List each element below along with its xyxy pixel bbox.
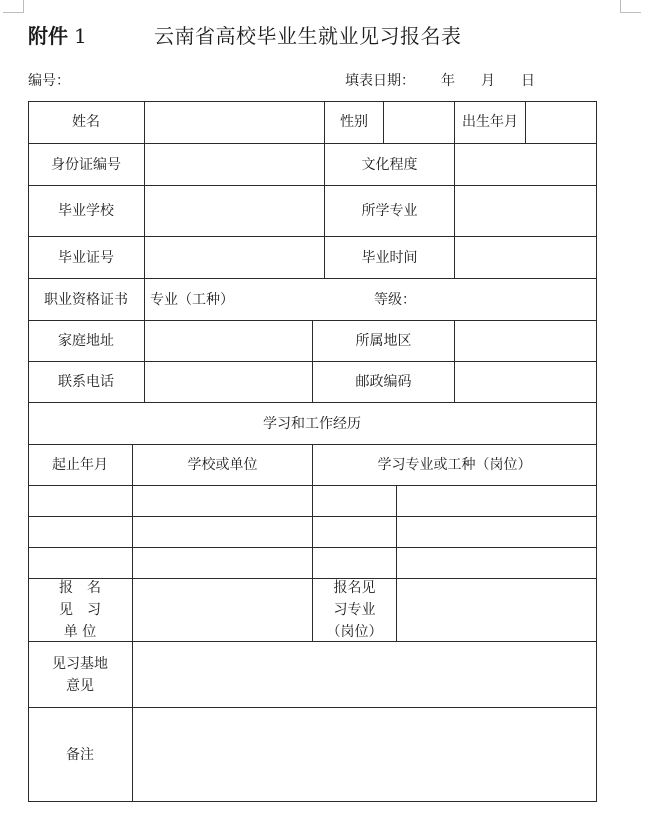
label-education: 文化程度 xyxy=(361,156,418,173)
label-level: 等级： xyxy=(374,291,416,308)
label-address: 家庭地址 xyxy=(58,333,114,349)
history-section-title: 学习和工作经历 xyxy=(263,415,361,432)
grad-time-field[interactable] xyxy=(455,237,596,278)
label-specialty: 专业（工种） xyxy=(150,291,234,308)
label-base-opinion-line-1: 见习基地 xyxy=(52,655,108,672)
corner-mark-right xyxy=(620,0,641,13)
history-row-1-unit[interactable] xyxy=(133,486,312,516)
name-field[interactable] xyxy=(145,101,324,143)
postcode-field[interactable] xyxy=(455,362,596,402)
label-apply-unit-line-3: 单 位 xyxy=(63,624,97,640)
remarks-field[interactable] xyxy=(133,708,596,801)
label-region: 所属地区 xyxy=(355,333,412,349)
attachment-text: 附件 xyxy=(28,24,68,48)
label-major: 所学专业 xyxy=(361,203,418,219)
label-qualification: 职业资格证书 xyxy=(44,291,128,308)
serial-label: 编号： xyxy=(28,73,70,89)
label-apply-unit-line-2: 见 习 xyxy=(59,602,101,618)
label-name: 姓名 xyxy=(72,114,100,130)
form-title: 云南省高校毕业生就业见习报名表 xyxy=(154,24,462,48)
school-field[interactable] xyxy=(145,186,324,236)
label-apply-unit xyxy=(28,579,132,641)
apply-unit-field[interactable] xyxy=(133,579,312,641)
label-apply-major-line-2: 习专业 xyxy=(333,602,376,618)
day-label: 日 xyxy=(521,73,535,89)
label-grad-time: 毕业时间 xyxy=(361,249,418,266)
address-field[interactable] xyxy=(145,321,312,361)
label-apply-major-line-1: 报名见 xyxy=(333,580,376,596)
column-major-or-job: 学习专业或工种（岗位） xyxy=(377,457,532,473)
history-row-2-unit[interactable] xyxy=(133,517,312,547)
gender-field[interactable] xyxy=(384,101,454,143)
label-base-opinion-line-2: 意见 xyxy=(66,677,94,694)
attachment-label xyxy=(28,20,87,49)
label-postcode: 邮政编码 xyxy=(355,374,412,390)
major-field[interactable] xyxy=(455,186,596,236)
attachment-number: 1 xyxy=(74,24,87,48)
label-apply-unit-line-1: 报 名 xyxy=(59,580,101,596)
history-row-3-major[interactable] xyxy=(313,548,596,578)
column-school-or-unit: 学校或单位 xyxy=(187,457,258,473)
history-row-3-unit[interactable] xyxy=(133,548,312,578)
base-opinion-field[interactable] xyxy=(133,642,596,707)
region-field[interactable] xyxy=(455,321,596,361)
label-phone: 联系电话 xyxy=(58,374,114,390)
birth-field[interactable] xyxy=(526,101,596,143)
apply-major-field[interactable] xyxy=(397,579,596,641)
label-apply-major xyxy=(313,579,396,641)
id-number-field[interactable] xyxy=(145,144,324,185)
month-label: 月 xyxy=(481,73,495,89)
history-row-1-major[interactable] xyxy=(313,486,596,516)
label-id-number: 身份证编号 xyxy=(51,156,121,173)
phone-field[interactable] xyxy=(145,362,312,402)
label-remarks: 备注 xyxy=(66,746,94,763)
year-label: 年 xyxy=(441,73,455,89)
label-apply-major-line-3: （岗位） xyxy=(326,624,383,640)
column-period: 起止年月 xyxy=(52,457,108,473)
fill-date xyxy=(345,70,535,90)
fill-date-label: 填表日期： xyxy=(345,73,415,89)
label-gender: 性别 xyxy=(340,114,368,130)
education-field[interactable] xyxy=(455,144,596,185)
corner-mark-left xyxy=(3,0,24,13)
registration-table xyxy=(28,101,597,802)
certificate-no-field[interactable] xyxy=(145,237,324,278)
label-birth: 出生年月 xyxy=(462,114,518,130)
history-row-2-period[interactable] xyxy=(28,517,132,547)
history-row-2-major[interactable] xyxy=(313,517,596,547)
history-row-1-period[interactable] xyxy=(28,486,132,516)
label-school: 毕业学校 xyxy=(58,203,114,219)
history-row-3-period[interactable] xyxy=(28,548,132,578)
label-certificate-no: 毕业证号 xyxy=(58,249,114,266)
label-base-opinion xyxy=(28,642,132,707)
